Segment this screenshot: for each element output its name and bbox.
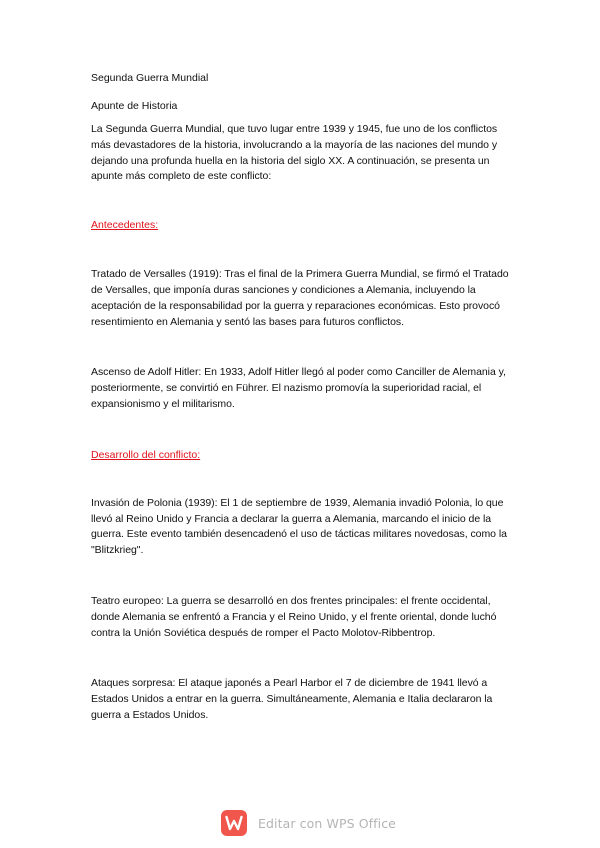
wps-footer-link[interactable] [221, 808, 396, 838]
paragraph-ascenso-hitler: Ascenso de Adolf Hitler: En 1933, Adolf Hitler llegó al poder como Canciller de Alemania y, posteriormente, se convirtió en Führer. El nazismo promovía la superioridad racial, el expansionismo y el militarismo. [91, 366, 506, 410]
section-heading-antecedentes: Antecedentes: [91, 219, 159, 232]
paragraph-teatro-europeo: Teatro europeo: La guerra se desarrolló en dos frentes principales: el frente occidental, donde Alemania se enfrentó a Francia y el Reino Unido, y el frente oriental, donde luchó contra la Unión Soviética después de romper el Pacto Molotov-Ribbentrop. [91, 594, 497, 639]
document-content [91, 71, 513, 724]
document-subtitle: Apunte de Historia [91, 100, 178, 112]
section-heading-desarrollo: Desarrollo del conflicto: [91, 448, 201, 461]
paragraph-tratado-versalles: Tratado de Versalles (1919): Tras el final de la Primera Guerra Mundial, se firmó el Tratado de Versalles, que imponía duras sanciones y condiciones a Alemania, incluyendo la aceptación de la responsabilidad por la guerra y reparaciones económicas. Esto provocó resentimiento en Alemania y sentó las bases para futuros conflictos. [91, 268, 509, 328]
paragraph-ataques-sorpresa: Ataques sorpresa: El ataque japonés a Pearl Harbor el 7 de diciembre de 1941 llevó a Estados Unidos a entrar en la guerra. Simultáneamente, Alemania e Italia declararon la guerra a Estados Unidos. [91, 677, 493, 721]
intro-paragraph: La Segunda Guerra Mundial, que tuvo lugar entre 1939 y 1945, fue uno de los conflictos más devastadores de la historia, involucrando a la mayoría de las naciones del mundo y dejando una profunda huella en la historia del siglo XX. A continuación, se presenta un apunte más completo de este conflicto: [91, 123, 498, 183]
footer-text: Editar con WPS Office [258, 815, 396, 831]
document-title: Segunda Guerra Mundial [91, 72, 209, 84]
wps-office-icon [221, 810, 247, 836]
paragraph-invasion-polonia: Invasión de Polonia (1939): El 1 de septiembre de 1939, Alemania invadió Polonia, lo que llevó al Reino Unido y Francia a declarar la guerra a Alemania, marcando el inicio de la guerra. Este evento también desencadenó el uso de tácticas militares novedosas, como la "Blitzkrieg". [91, 496, 507, 557]
